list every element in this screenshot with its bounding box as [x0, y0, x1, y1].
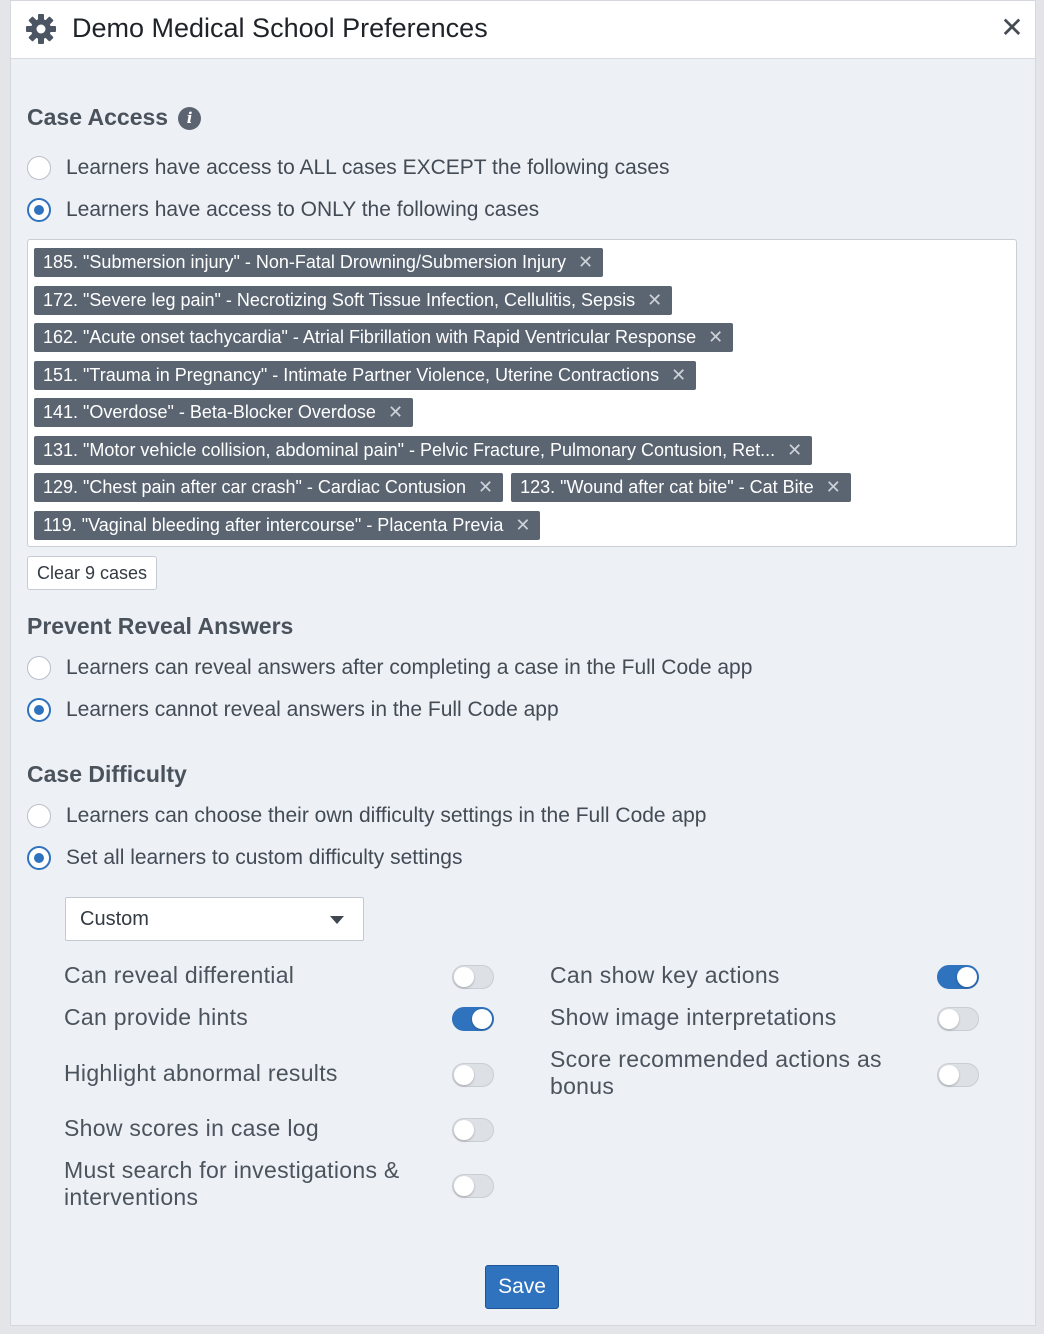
- difficulty-preset-select[interactable]: [65, 897, 364, 941]
- radio-label: Learners can reveal answers after completing a case in the Full Code app: [66, 656, 753, 679]
- radio-label: Learners have access to ONLY the following cases: [66, 198, 540, 221]
- toggle-knob: [454, 967, 474, 987]
- toggle-show-scores[interactable]: [452, 1118, 494, 1142]
- toggle-label: Highlight abnormal results: [64, 1060, 338, 1086]
- radio-button-selected[interactable]: [27, 698, 51, 722]
- case-tag: 119. "Vaginal bleeding after intercourse" - Placenta Previa ✕: [34, 511, 540, 540]
- case-tag: 172. "Severe leg pain" - Necrotizing Soft Tissue Infection, Cellulitis, Sepsis ✕: [34, 286, 672, 315]
- save-button[interactable]: Save: [485, 1265, 559, 1309]
- preferences-modal: [10, 0, 1036, 1326]
- select-value: Custom: [80, 908, 149, 930]
- toggle-knob: [939, 1009, 959, 1029]
- toggle-label: Can reveal differential: [64, 962, 295, 988]
- toggle-label: Score recommended actions as bonus: [550, 1046, 882, 1099]
- prevent-reveal-title: Prevent Reveal Answers: [27, 613, 294, 639]
- clear-cases-button[interactable]: Clear 9 cases: [27, 556, 157, 590]
- remove-tag-icon[interactable]: ✕: [787, 439, 803, 460]
- case-tag-input[interactable]: [27, 239, 1017, 547]
- remove-tag-icon[interactable]: ✕: [647, 289, 663, 310]
- toggle-knob: [454, 1176, 474, 1196]
- toggle-label: Must search for investigations & interventions: [64, 1157, 400, 1210]
- toggle-label: Can provide hints: [64, 1004, 249, 1030]
- case-tag: 162. "Acute onset tachycardia" - Atrial Fibrillation with Rapid Ventricular Response ✕: [34, 323, 733, 352]
- case-tag: 129. "Chest pain after car crash" - Cardiac Contusion ✕: [34, 473, 503, 502]
- case-access-heading: [27, 104, 201, 131]
- remove-tag-icon[interactable]: ✕: [578, 252, 594, 272]
- toggle-label: Show image interpretations: [550, 1004, 837, 1030]
- radio-custom-difficulty[interactable]: [27, 844, 462, 872]
- case-tag: 151. "Trauma in Pregnancy" - Intimate Partner Violence, Uterine Contractions ✕: [34, 361, 696, 390]
- remove-tag-icon[interactable]: ✕: [387, 402, 404, 422]
- case-tag: 141. "Overdose" - Beta-Blocker Overdose ✕: [34, 398, 413, 427]
- toggle-knob: [454, 1065, 474, 1085]
- case-tag: 123. "Wound after cat bite" - Cat Bite ✕: [511, 473, 851, 502]
- gear-icon: [25, 13, 57, 45]
- radio-label: Learners have access to ALL cases EXCEPT the following cases: [66, 156, 670, 179]
- remove-tag-icon[interactable]: ✕: [825, 477, 841, 497]
- radio-button[interactable]: [27, 804, 51, 828]
- toggle-provide-hints[interactable]: [452, 1007, 494, 1031]
- radio-label: Learners cannot reveal answers in the Full Code app: [66, 698, 559, 721]
- radio-reveal-after-complete[interactable]: [27, 654, 752, 682]
- radio-access-all-except[interactable]: [27, 154, 670, 182]
- remove-tag-icon[interactable]: ✕: [671, 364, 687, 385]
- toggle-highlight-abnormal[interactable]: [452, 1063, 494, 1087]
- toggle-score-bonus[interactable]: [937, 1063, 979, 1087]
- radio-label: Set all learners to custom difficulty settings: [66, 846, 463, 869]
- remove-tag-icon[interactable]: ✕: [477, 477, 494, 497]
- toggle-reveal-differential[interactable]: [452, 965, 494, 989]
- remove-tag-icon[interactable]: ✕: [708, 327, 724, 347]
- remove-tag-icon[interactable]: ✕: [515, 514, 531, 535]
- modal-header: [11, 1, 1035, 59]
- radio-button[interactable]: [27, 156, 51, 180]
- close-icon[interactable]: ✕: [1000, 12, 1024, 43]
- toggle-knob: [939, 1065, 959, 1085]
- radio-button[interactable]: [27, 656, 51, 680]
- info-icon[interactable]: i: [178, 107, 201, 130]
- case-tag: 131. "Motor vehicle collision, abdominal pain" - Pelvic Fracture, Pulmonary Contusion, Ret... ✕: [34, 436, 812, 465]
- toggle-label: Show scores in case log: [64, 1115, 319, 1141]
- toggle-show-key-actions[interactable]: [937, 965, 979, 989]
- radio-access-only[interactable]: [27, 196, 539, 224]
- radio-label: Learners can choose their own difficulty settings in the Full Code app: [66, 804, 707, 827]
- toggle-knob: [454, 1120, 474, 1140]
- chevron-down-icon: [330, 916, 344, 924]
- modal-title: Demo Medical School Preferences: [72, 13, 488, 43]
- case-tag: 185. "Submersion injury" - Non-Fatal Drowning/Submersion Injury ✕: [34, 248, 603, 277]
- case-access-title: Case Access: [27, 104, 169, 130]
- toggle-knob: [957, 967, 977, 987]
- radio-own-difficulty[interactable]: [27, 802, 706, 830]
- toggle-must-search[interactable]: [452, 1174, 494, 1198]
- radio-cannot-reveal[interactable]: [27, 696, 559, 724]
- toggle-knob: [472, 1009, 492, 1029]
- radio-button-selected[interactable]: [27, 846, 51, 870]
- toggle-label: Can show key actions: [550, 962, 780, 988]
- case-difficulty-title: Case Difficulty: [27, 761, 187, 787]
- toggle-image-interpretations[interactable]: [937, 1007, 979, 1031]
- radio-button-selected[interactable]: [27, 198, 51, 222]
